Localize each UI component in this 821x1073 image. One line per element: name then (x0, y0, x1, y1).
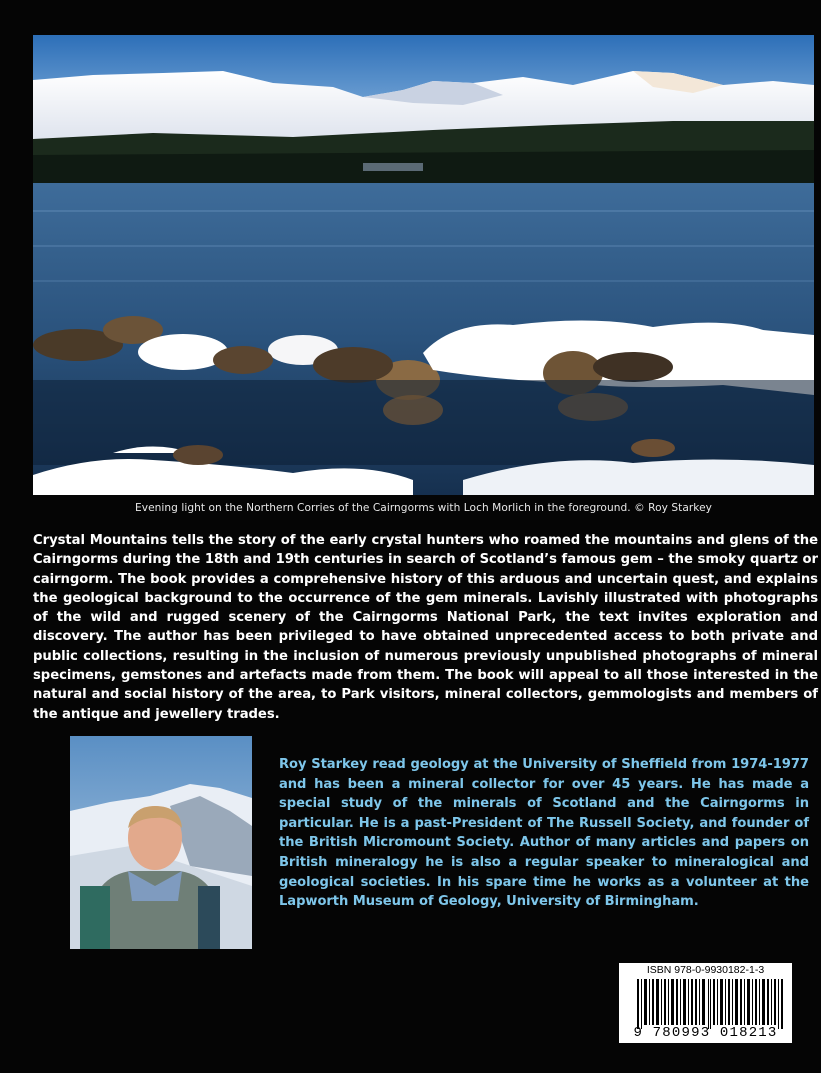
author-portrait-photo (70, 736, 252, 949)
isbn-number: ISBN 978-0-9930182-1-3 (646, 964, 765, 976)
loch-morlich-landscape-photo (33, 35, 814, 495)
isbn-barcode-panel (619, 963, 792, 1043)
author-biography: Roy Starkey read geology at the University of Sheffield from 1974-1977 and has been a mineral collector for over 45 years. He has made a special study of the minerals of Scotland and the Cairngorms in particular. He is a past-President of The Russell Society, and founder of the British Micromount Society. Author of many articles and papers on British mineralogy he is also a regular speaker to mineralogical and geological societies. In his spare time he works as a volunteer at the Lapworth Museum of Geology, University of Birmingham. (279, 757, 809, 910)
photo-caption: Evening light on the Northern Corries of the Cairngorms with Loch Morlich in the foreground. © Roy Starkey (135, 502, 712, 514)
barcode-digits: 9 780993 018213 (633, 1025, 778, 1041)
barcode-icon (637, 979, 787, 1029)
book-description: Crystal Mountains tells the story of the early crystal hunters who roamed the mountains and glens of the Cairngorms during the 18th and 19th centuries in search of Scotland’s famous gem – the smoky quartz or cairngorm. The book provides a comprehensive history of this arduous and uncertain quest, and explains the geological background to the occurrence of the gem minerals. Lavishly illustrated with photographs of the wild and rugged scenery of the Cairngorms National Park, the text invites exploration and discovery. The author has been privileged to have obtained unprecedented access to both private and public collections, resulting in the inclusion of numerous previously unpublished photographs of mineral specimens, gemstones and artefacts made from them. The book will appeal to all those interested in the natural and social history of the area, to Park visitors, mineral collectors, gemmologists and members of the antique and jewellery trades. (33, 533, 818, 722)
